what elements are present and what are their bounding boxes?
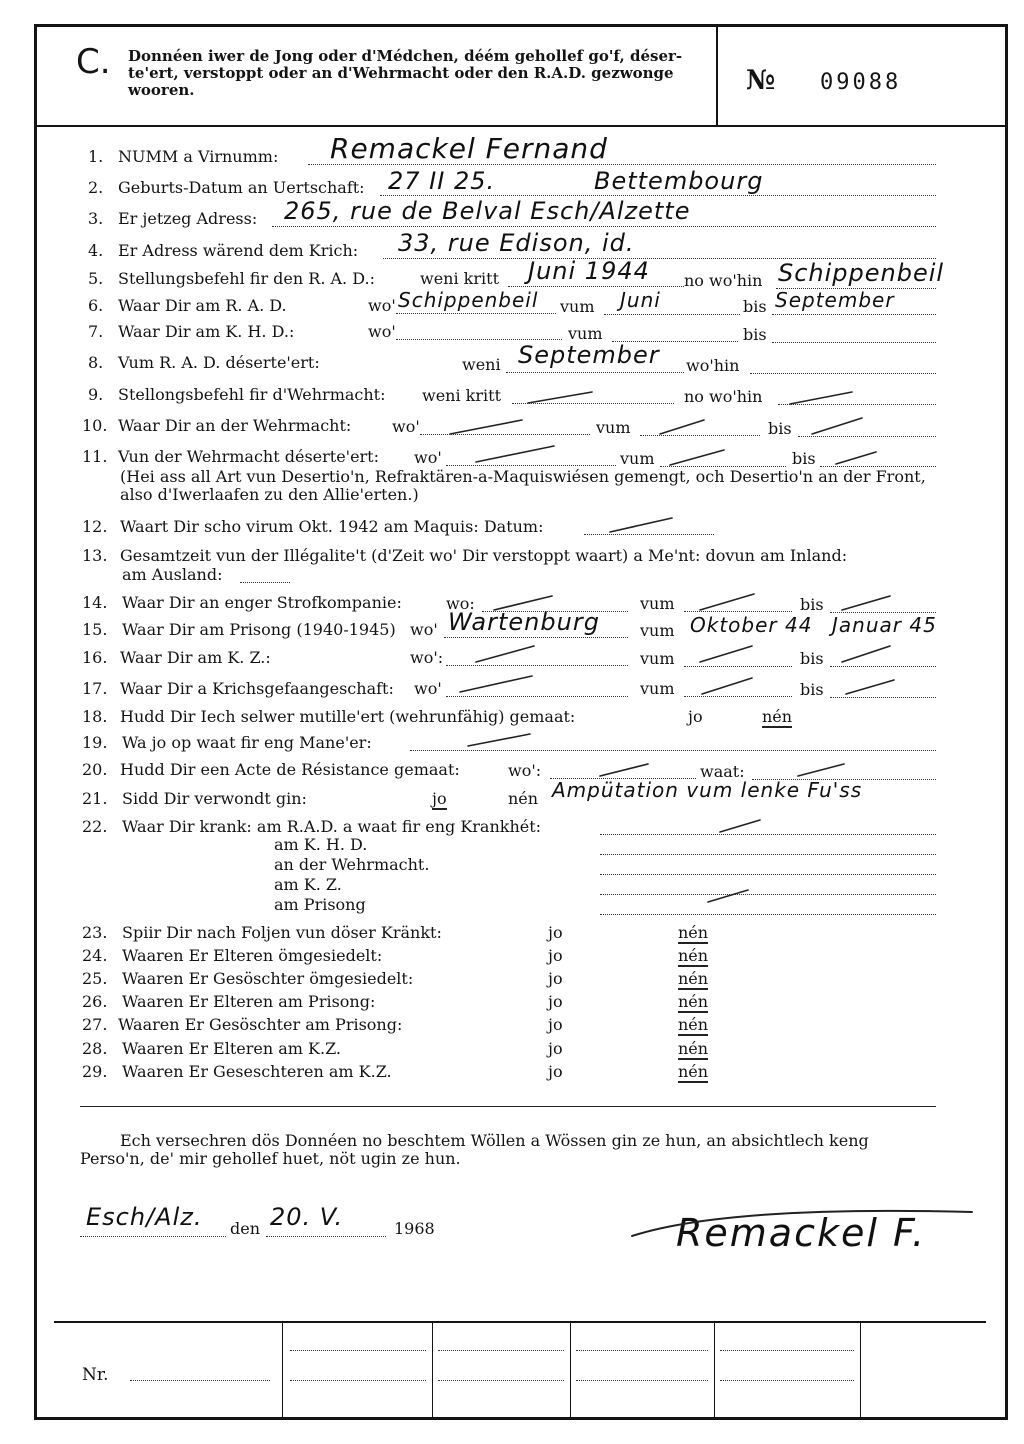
row-10-bis-label: bis	[768, 419, 792, 438]
row-5-weni-value: Juni 1944	[528, 257, 650, 285]
row-27-nen[interactable]: nén	[678, 1015, 709, 1034]
strike-mark	[600, 764, 648, 776]
row-6-vum-label: vum	[560, 297, 595, 316]
row-25-label: Waaren Er Gesöschter ömgesiedelt:	[122, 969, 414, 988]
row-24-nen[interactable]: nén	[678, 946, 709, 965]
row-26-label: Waaren Er Elteren am Prisong:	[122, 992, 376, 1011]
row-26-jo[interactable]: jo	[548, 992, 563, 1011]
row-21-label: Sidd Dir verwondt gin:	[122, 789, 307, 808]
number-sign: №	[746, 65, 776, 96]
row-10-vum-label: vum	[596, 418, 631, 437]
row-28-jo[interactable]: jo	[548, 1039, 563, 1058]
strike-mark	[494, 596, 552, 610]
row-4-value: 33, rue Edison, id.	[398, 229, 635, 257]
row-27-jo[interactable]: jo	[548, 1015, 563, 1034]
row-18-num: 18.	[82, 707, 108, 726]
strike-mark	[468, 734, 530, 746]
row-7-wo-label: wo'	[368, 322, 396, 341]
row-23-label: Spiir Dir nach Foljen vun döser Kränkt:	[122, 923, 442, 942]
row-16-wo-label: wo':	[410, 648, 444, 667]
row-6-label: Waar Dir am R. A. D.	[118, 296, 287, 315]
row-25-num: 25.	[82, 969, 108, 988]
row-23-num: 23.	[82, 923, 108, 942]
row-6-bis-value: September	[775, 288, 895, 312]
row-8-wohin-label: wo'hin	[686, 356, 740, 375]
row-26-num: 26.	[82, 992, 108, 1011]
header-text: Donnéen iwer de Jong oder d'Médchen, déém gehollef go'f, déser-te'ert, verstoppt oder an d'Wehrmacht oder den R.A.D. gezwonge wooren.	[128, 47, 683, 99]
signature-den-label: den	[230, 1219, 261, 1238]
row-13-num: 13.	[82, 546, 108, 565]
row-27-label: Waaren Er Gesöschter am Prisong:	[118, 1015, 403, 1034]
row-8-weni-label: weni	[462, 355, 501, 374]
row-7-label: Waar Dir am K. H. D.:	[118, 322, 295, 341]
row-8-label: Vum R. A. D. déserte'ert:	[118, 353, 320, 372]
strike-mark	[670, 450, 724, 465]
row-20-wo-label: wo':	[508, 761, 542, 780]
strike-mark	[842, 596, 890, 610]
row-18-jo[interactable]: jo	[688, 707, 703, 726]
row-29-jo[interactable]: jo	[548, 1062, 563, 1081]
declaration-text: Ech versechren dös Donnéen no beschtem Wöllen a Wössen gin ze hun, an absichtlech keng Perso'n, de' mir gehollef huet, nöt ugin ze hun.	[80, 1131, 869, 1168]
row-22-sub-prisong: am Prisong	[274, 895, 366, 914]
row-5-nowohin-label: no wo'hin	[684, 271, 763, 290]
row-10-wo-label: wo'	[392, 417, 420, 436]
row-29-num: 29.	[82, 1062, 108, 1081]
row-11-note: (Hei ass all Art vun Desertio'n, Refraktären-a-Maquiswiésen gemengt, och Desertio'n an der Front, also d'Iwerlaafen zu den Allie'erten.)	[120, 467, 926, 504]
row-22-sub-khd: am K. H. D.	[274, 835, 368, 854]
row-12-label: Waart Dir scho virum Okt. 1942 am Maquis: Datum:	[120, 517, 544, 536]
strike-mark	[812, 418, 862, 434]
signature-strike	[632, 1211, 972, 1236]
row-21-jo[interactable]: jo	[432, 789, 447, 808]
row-24-jo[interactable]: jo	[548, 946, 563, 965]
row-15-wo-label: wo'	[410, 620, 438, 639]
row-14-bis-label: bis	[800, 595, 824, 614]
row-6-wo-value: Schippenbeil	[398, 288, 539, 312]
strike-mark	[450, 420, 522, 434]
row-24-num: 24.	[82, 946, 108, 965]
row-15-bis-value: Januar 45	[832, 613, 937, 637]
strike-mark	[700, 594, 754, 610]
row-1-value: Remackel Fernand	[330, 132, 608, 165]
row-14-wo-label: wo:	[446, 594, 475, 613]
row-26-nen[interactable]: nén	[678, 992, 709, 1011]
row-3-value: 265, rue de Belval Esch/Alzette	[284, 197, 691, 225]
row-16-label: Waar Dir am K. Z.:	[120, 648, 271, 667]
row-19-label: Wa jo op waat fir eng Mane'er:	[122, 733, 372, 752]
row-5-label: Stellungsbefehl fir den R. A. D.:	[118, 269, 375, 288]
row-4-label: Er Adress wärend dem Krich:	[118, 241, 359, 260]
strike-mark	[528, 392, 592, 403]
row-28-num: 28.	[82, 1039, 108, 1058]
strike-mark	[708, 890, 748, 902]
row-14-vum-label: vum	[640, 594, 675, 613]
row-11-num: 11.	[82, 447, 108, 466]
strike-mark	[790, 392, 852, 404]
row-10-label: Waar Dir an der Wehrmacht:	[118, 416, 352, 435]
strike-mark	[720, 820, 760, 832]
row-11-label: Vun der Wehrmacht déserte'ert:	[118, 447, 379, 466]
signature-name: Remackel F.	[676, 1211, 927, 1255]
row-21-num: 21.	[82, 789, 108, 808]
row-15-num: 15.	[82, 620, 108, 639]
row-17-label: Waar Dir a Krichsgefaangeschaft:	[120, 679, 394, 698]
form-number: 09088	[820, 70, 902, 95]
row-22-label: Waar Dir krank: am R.A.D. a waat fir eng Krankhét:	[122, 817, 542, 836]
row-29-nen[interactable]: nén	[678, 1062, 709, 1081]
row-13-label: Gesamtzeit vun der Illégalite't (d'Zeit wo' Dir verstoppt waart) a Me'nt: dovun am Inland:	[120, 546, 848, 565]
signature-place: Esch/Alz.	[86, 1203, 203, 1231]
row-5-num: 5.	[88, 269, 104, 288]
row-19-num: 19.	[82, 733, 108, 752]
row-2-date: 27 II 25.	[388, 167, 496, 195]
row-28-label: Waaren Er Elteren am K.Z.	[122, 1039, 342, 1058]
row-6-wo-label: wo'	[368, 296, 396, 315]
row-18-label: Hudd Dir Iech selwer mutille'ert (wehrunfähig) gemaat:	[120, 707, 576, 726]
strike-mark	[842, 646, 890, 662]
row-22-sub-wehrmacht: an der Wehrmacht.	[274, 855, 430, 874]
row-2-label: Geburts-Datum an Uertschaft:	[118, 178, 365, 197]
strike-mark	[702, 678, 752, 694]
signature-date: 20. V.	[270, 1203, 344, 1231]
strike-mark	[610, 518, 672, 532]
row-1-label: NUMM a Virnumm:	[118, 147, 279, 166]
strike-mark	[476, 446, 554, 462]
strike-mark	[476, 646, 534, 662]
row-5-nowohin-value: Schippenbeil	[778, 259, 945, 287]
strike-mark	[660, 420, 704, 434]
row-10-num: 10.	[82, 416, 108, 435]
row-24-label: Waaren Er Elteren ömgesiedelt:	[122, 946, 383, 965]
row-8-num: 8.	[88, 353, 104, 372]
row-29-label: Waaren Er Geseschteren am K.Z.	[122, 1062, 392, 1081]
row-11-vum-label: vum	[620, 449, 655, 468]
row-17-wo-label: wo'	[414, 679, 442, 698]
row-25-nen[interactable]: nén	[678, 969, 709, 988]
row-17-bis-label: bis	[800, 680, 824, 699]
row-3-label: Er jetzeg Adress:	[118, 209, 258, 228]
row-7-bis-label: bis	[743, 325, 767, 344]
row-27-num: 27.	[82, 1015, 108, 1034]
row-23-nen[interactable]: nén	[678, 923, 709, 942]
row-18-nen[interactable]: nén	[762, 707, 793, 726]
row-1-num: 1.	[88, 147, 104, 166]
row-25-jo[interactable]: jo	[548, 969, 563, 988]
row-20-waat-label: waat:	[700, 762, 745, 781]
row-3-num: 3.	[88, 209, 104, 228]
row-16-vum-label: vum	[640, 649, 675, 668]
row-15-vum-value: Oktober 44	[690, 613, 813, 637]
row-6-bis-label: bis	[743, 297, 767, 316]
row-4-num: 4.	[88, 241, 104, 260]
row-14-num: 14.	[82, 593, 108, 612]
row-15-label: Waar Dir am Prisong (1940-1945)	[122, 620, 396, 639]
row-2-place: Bettembourg	[594, 167, 764, 195]
row-14-label: Waar Dir an enger Strofkompanie:	[122, 593, 402, 612]
row-15-vum-label: vum	[640, 621, 675, 640]
row-16-num: 16.	[82, 648, 108, 667]
row-6-num: 6.	[88, 296, 104, 315]
row-16-bis-label: bis	[800, 649, 824, 668]
row-6-vum-value: Juni	[620, 288, 661, 312]
strike-mark	[846, 680, 894, 694]
row-22-num: 22.	[82, 817, 108, 836]
row-23-jo[interactable]: jo	[548, 923, 563, 942]
row-9-label: Stellongsbefehl fir d'Wehrmacht:	[118, 385, 386, 404]
row-15-wo-value: Wartenburg	[448, 608, 600, 636]
row-9-weni-label: weni kritt	[422, 386, 501, 405]
strike-mark	[460, 676, 532, 692]
row-8-weni-value: September	[518, 341, 660, 369]
row-22-sub-kz: am K. Z.	[274, 875, 342, 894]
row-9-nowohin-label: no wo'hin	[684, 387, 763, 406]
row-17-num: 17.	[82, 679, 108, 698]
row-17-vum-label: vum	[640, 679, 675, 698]
row-12-num: 12.	[82, 517, 108, 536]
row-2-num: 2.	[88, 178, 104, 197]
row-11-bis-label: bis	[792, 449, 816, 468]
section-mark: C.	[76, 42, 111, 82]
row-28-nen[interactable]: nén	[678, 1039, 709, 1058]
strike-mark	[700, 646, 752, 662]
row-20-num: 20.	[82, 760, 108, 779]
row-9-num: 9.	[88, 385, 104, 404]
strike-mark	[836, 452, 876, 464]
signature-year: 1968	[394, 1219, 435, 1238]
row-13-label2: am Ausland:	[122, 565, 223, 584]
nr-label: Nr.	[82, 1365, 109, 1385]
row-7-vum-label: vum	[568, 324, 603, 343]
strike-mark	[798, 764, 844, 776]
row-21-value: Ampütation vum lenke Fu'ss	[552, 778, 863, 802]
row-7-num: 7.	[88, 322, 104, 341]
row-11-wo-label: wo'	[414, 448, 442, 467]
row-21-nen[interactable]: nén	[508, 789, 539, 808]
row-5-weni-label: weni kritt	[420, 269, 499, 288]
row-20-label: Hudd Dir een Acte de Résistance gemaat:	[120, 760, 460, 779]
